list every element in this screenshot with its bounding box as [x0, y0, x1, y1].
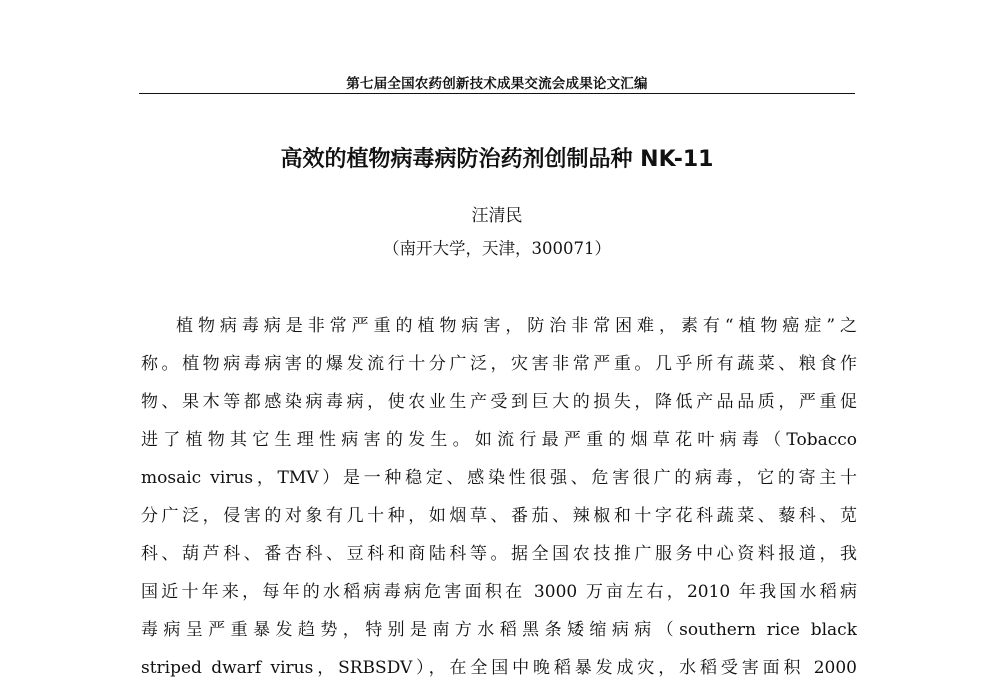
author-name: 汪清民	[471, 206, 523, 226]
body-line-7: 科、葫芦科、番杏科、豆科和商陆科等。据全国农技推广服务中心资料报道，我	[141, 544, 857, 564]
author-affiliation: （南开大学，天津，300071）	[383, 239, 611, 258]
body-line-10: striped dwarf virus，SRBSDV），在全国中晚稻暴发成灾，水稻受害面积 2000	[141, 658, 857, 678]
body-line-1: 植物病毒病是非常严重的植物病害，防治非常困难，素有“植物癌症”之	[176, 316, 857, 336]
body-line-2: 称。植物病毒病害的爆发流行十分广泛，灾害非常严重。几乎所有蔬菜、粮食作	[141, 354, 857, 374]
body-line-4: 进了植物其它生理性病害的发生。如流行最严重的烟草花叶病毒（Tobacco	[141, 430, 857, 450]
header-rule	[139, 93, 855, 94]
paper-title: 高效的植物病毒病防治药剂创制品种 NK-11	[280, 147, 714, 172]
body-line-3: 物、果木等都感染病毒病，使农业生产受到巨大的损失，降低产品品质，严重促	[141, 392, 857, 412]
body-paragraph	[141, 307, 857, 684]
running-head: 第七届全国农药创新技术成果交流会成果论文汇编	[346, 76, 648, 92]
body-line-6: 分广泛，侵害的对象有几十种，如烟草、番茄、辣椒和十字花科蔬菜、藜科、苋	[141, 506, 857, 526]
body-line-5: mosaic virus，TMV）是一种稳定、感染性很强、危害很广的病毒，它的寄主十	[141, 468, 857, 488]
body-line-8: 国近十年来，每年的水稻病毒病危害面积在 3000 万亩左右，2010 年我国水稻病	[141, 582, 857, 602]
body-line-9: 毒病呈严重暴发趋势，特别是南方水稻黑条矮缩病病（southern rice black	[141, 620, 857, 640]
